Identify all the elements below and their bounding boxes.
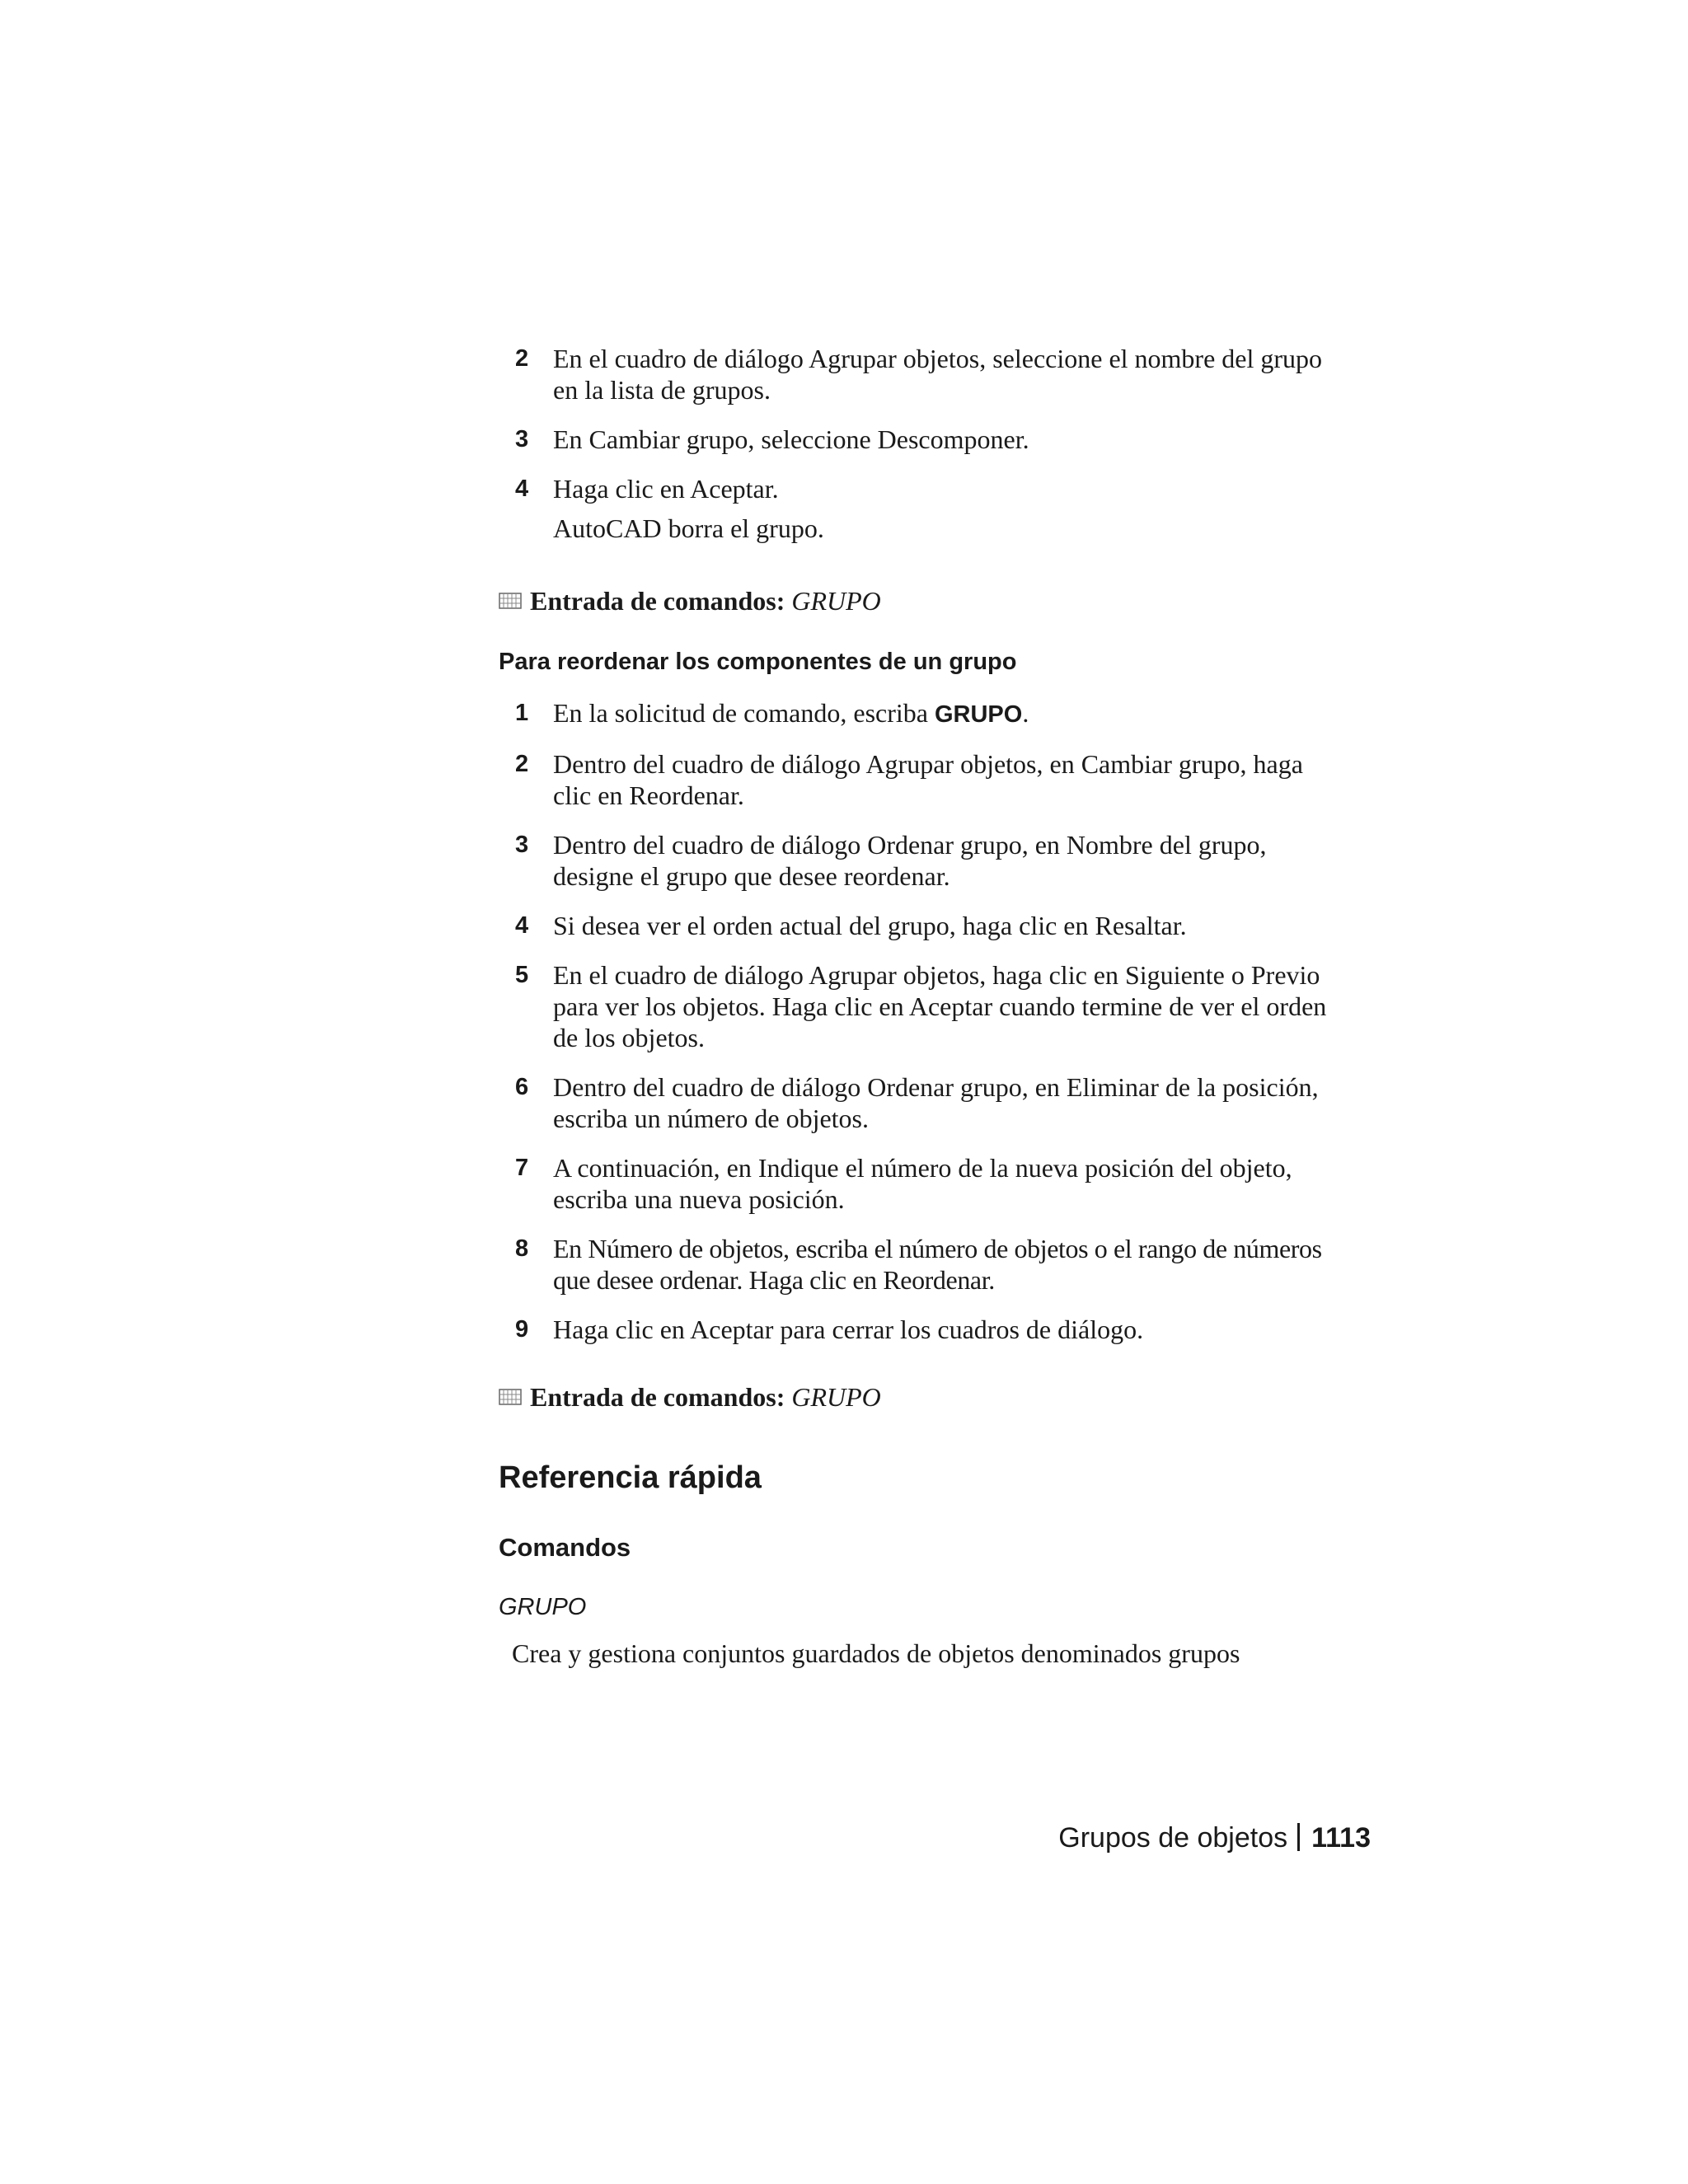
step-text: Dentro del cuadro de diálogo Agrupar objetos, en Cambiar grupo, haga clic en Reordenar. (553, 749, 1303, 810)
step-number: 1 (515, 700, 529, 726)
footer-divider (1297, 1823, 1300, 1851)
step-number: 8 (515, 1235, 529, 1262)
step-text: A continuación, en Indique el número de la nueva posición del objeto, escriba una nueva posición. (553, 1153, 1292, 1214)
page-number: 1113 (1311, 1822, 1371, 1854)
step-result-note: AutoCAD borra el grupo. (553, 513, 824, 543)
command-entry-value: GRUPO (791, 1382, 881, 1412)
step-text: Dentro del cuadro de diálogo Ordenar grupo, en Eliminar de la posición, escriba un número de objetos. (553, 1072, 1319, 1133)
step-number: 7 (515, 1155, 529, 1181)
step-number: 4 (515, 912, 529, 939)
footer-section-title: Grupos de objetos (1058, 1822, 1288, 1854)
command-entry-label: Entrada de comandos: (530, 1382, 785, 1412)
step-number: 2 (515, 751, 529, 777)
list-item (499, 910, 1374, 941)
procedure-title: Para reordenar los componentes de un grupo (499, 649, 1017, 675)
list-item (499, 343, 1374, 405)
list-item (499, 424, 1374, 455)
list-item (499, 1071, 1374, 1134)
list-item (499, 959, 1374, 1053)
step-number: 5 (515, 962, 529, 988)
keyboard-icon (499, 1388, 522, 1406)
section-heading: Referencia rápida (499, 1460, 762, 1495)
step-text: En la solicitud de comando, escriba GRUPO. (553, 698, 1029, 728)
list-item (499, 748, 1374, 811)
command-entry-line (499, 585, 1374, 616)
steps-list-delete (499, 343, 1374, 544)
step-text: Dentro del cuadro de diálogo Ordenar grupo, en Nombre del grupo, designe el grupo que desee reordenar. (553, 830, 1267, 891)
step-text: Haga clic en Aceptar. (553, 474, 779, 504)
step-text: En el cuadro de diálogo Agrupar objetos, seleccione el nombre del grupo en la lista de grupos. (553, 344, 1323, 405)
step-text: Haga clic en Aceptar para cerrar los cuadros de diálogo. (553, 1315, 1144, 1344)
reference-command-description: Crea y gestiona conjuntos guardados de objetos denominados grupos (512, 1638, 1240, 1668)
command-entry-value: GRUPO (791, 586, 881, 616)
reference-command-name: GRUPO (499, 1594, 587, 1620)
step-text: En Cambiar grupo, seleccione Descomponer. (553, 424, 1029, 454)
step-text: Si desea ver el orden actual del grupo, haga clic en Resaltar. (553, 911, 1187, 940)
step-number: 4 (515, 476, 529, 502)
command-entry-label: Entrada de comandos: (530, 586, 785, 616)
step-number: 2 (515, 345, 529, 372)
keyboard-icon (499, 592, 522, 610)
list-item (499, 1233, 1374, 1296)
list-item (499, 1152, 1374, 1215)
list-item (499, 829, 1374, 892)
subsection-heading: Comandos (499, 1533, 631, 1562)
command-entry-line (499, 1381, 1374, 1413)
step-number: 6 (515, 1074, 529, 1100)
list-item (499, 697, 1374, 730)
step-number: 3 (515, 832, 529, 858)
list-item (499, 1314, 1374, 1345)
step-text: En el cuadro de diálogo Agrupar objetos, haga clic en Siguiente o Previo para ver los objetos. Haga clic en Aceptar cuando termine de ver el orden de los objetos. (553, 960, 1327, 1052)
step-number: 9 (515, 1316, 529, 1343)
page-footer (1058, 1821, 1371, 1854)
command-keyword: GRUPO (934, 701, 1023, 728)
steps-list-reorder (499, 697, 1374, 1345)
step-text: En Número de objetos, escriba el número de objetos o el rango de números que desee ordenar. Haga clic en Reordenar. (553, 1234, 1322, 1295)
step-number: 3 (515, 426, 529, 452)
list-item (499, 473, 1374, 504)
